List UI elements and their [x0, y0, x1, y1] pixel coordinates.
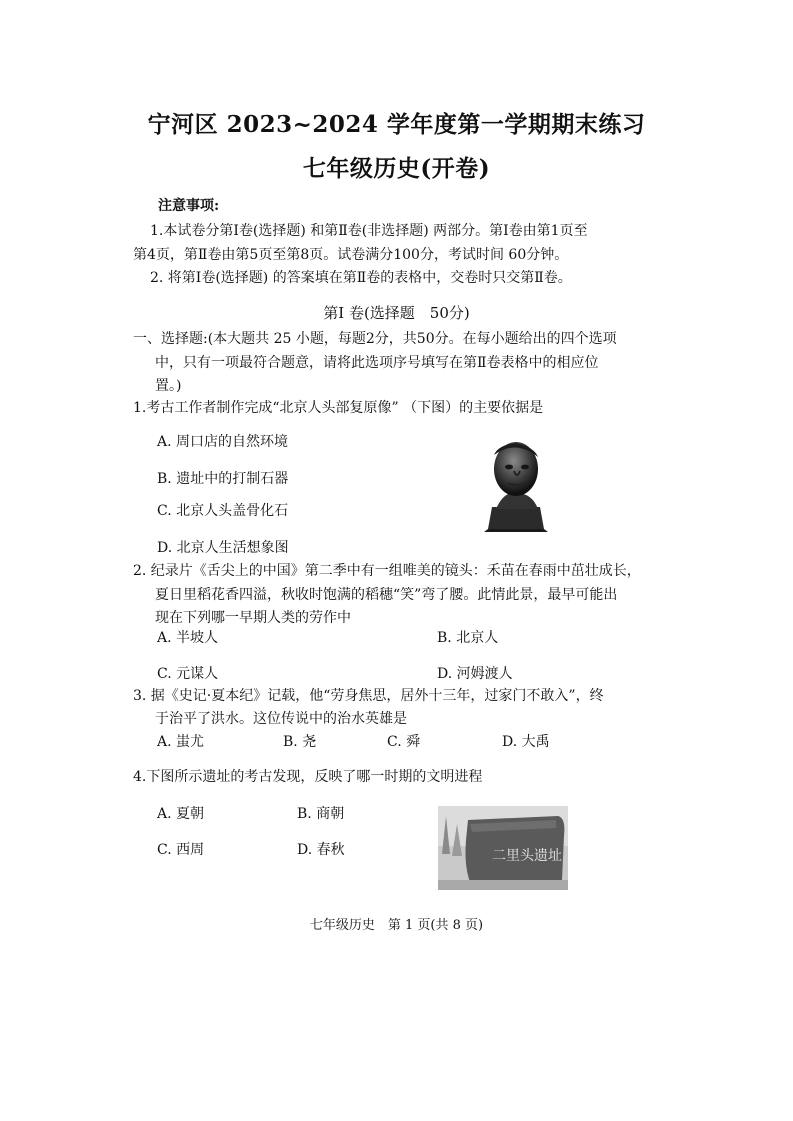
option-d: D. 春秋 [297, 842, 345, 858]
section-title: 第Ⅰ 卷(选择题 50分) [323, 304, 470, 322]
option-b: B. 遗址中的打制石器 [157, 471, 289, 487]
option-c: C. 舜 [387, 734, 421, 750]
option-c: C. 元谋人 [157, 666, 219, 682]
question-stem: 现在下列哪一早期人类的劳作中 [155, 610, 351, 626]
question-stem: 3. 据《史记·夏本纪》记载，他“劳身焦思，居外十三年，过家门不敢入”，终 [133, 688, 604, 704]
notice-line: 2. 将第Ⅰ卷(选择题) 的答案填在第Ⅱ卷的表格中，交卷时只交第Ⅱ卷。 [150, 270, 572, 286]
option-a: A. 夏朝 [157, 806, 205, 822]
section-intro: 中，只有一项最符合题意，请将此选项序号填写在第Ⅱ卷表格中的相应位 [155, 355, 599, 371]
option-d: D. 河姆渡人 [437, 666, 513, 682]
option-a: A. 蚩尤 [157, 734, 205, 750]
stele-photo-icon [438, 806, 568, 890]
question-stem: 4.下图所示遗址的考古发现，反映了哪一时期的文明进程 [133, 769, 483, 785]
section-intro: 置。) [155, 378, 182, 394]
question-stem: 2. 纪录片《舌尖上的中国》第二季中有一组唯美的镜头：禾苗在春雨中茁壮成长， [133, 563, 641, 579]
notice-line: 1.本试卷分第Ⅰ卷(选择题) 和第Ⅱ卷(非选择题) 两部分。第Ⅰ卷由第1页至 [150, 223, 588, 239]
question-stem: 1.考古工作者制作完成“北京人头部复原像” （下图）的主要依据是 [133, 400, 544, 416]
option-d: D. 北京人生活想象图 [157, 540, 289, 556]
option-b: B. 尧 [283, 734, 317, 750]
stele-inscription: 二里头遗址 [492, 848, 562, 864]
option-c: C. 北京人头盖骨化石 [157, 503, 289, 519]
option-b: B. 商朝 [297, 806, 345, 822]
bust-photo-icon [478, 437, 558, 533]
option-d: D. 大禹 [502, 734, 550, 750]
notice-line: 第4页，第Ⅱ卷由第5页至第8页。试卷满分100分，考试时间 60分钟。 [133, 247, 569, 263]
notice-heading: 注意事项: [158, 198, 220, 214]
option-c: C. 西周 [157, 842, 205, 858]
page-footer: 七年级历史 第 1 页(共 8 页) [309, 918, 484, 933]
question-stem: 夏日里稻花香四溢，秋收时饱满的稻穗“笑”弯了腰。此情此景，最早可能出 [155, 587, 618, 603]
question-stem: 于治平了洪水。这位传说中的治水英雄是 [155, 711, 407, 727]
section-intro: 一、选择题:(本大题共 25 小题，每题2分，共50分。在每小题给出的四个选项 [133, 331, 617, 347]
page-title: 宁河区 2023~2024 学年度第一学期期末练习 [147, 111, 646, 138]
option-a: A. 半坡人 [157, 630, 219, 646]
option-b: B. 北京人 [437, 630, 499, 646]
option-a: A. 周口店的自然环境 [157, 434, 289, 450]
page-subtitle: 七年级历史(开卷) [302, 155, 491, 182]
